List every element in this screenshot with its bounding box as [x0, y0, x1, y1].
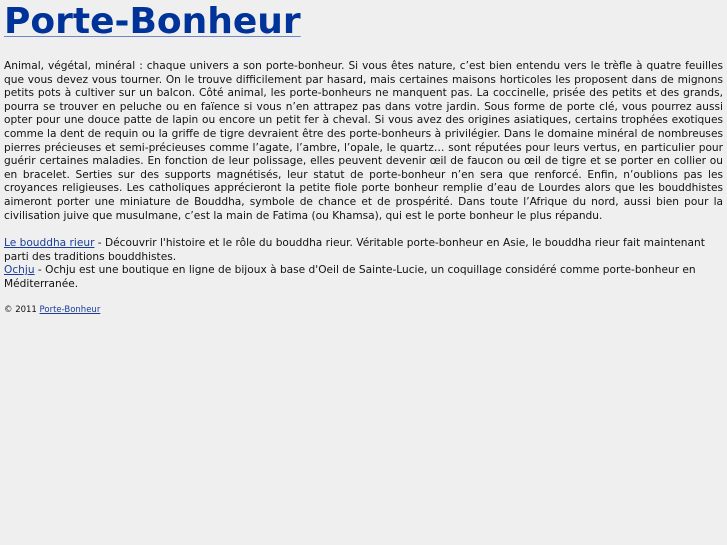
page-title	[4, 0, 723, 44]
related-link-item	[4, 237, 723, 264]
bouddha-rieur-description: - Découvrir l'histoire et le rôle du bouddha rieur. Véritable porte-bonheur en Asie, le bouddha rieur fait maintenant parti des traditions bouddhistes.	[4, 237, 705, 263]
site-title-link[interactable]: Porte-Bonheur	[4, 1, 301, 42]
related-links	[4, 237, 723, 291]
footer	[4, 304, 723, 316]
bouddha-rieur-link[interactable]: Le bouddha rieur	[4, 237, 95, 250]
copyright-text: © 2011	[4, 304, 40, 315]
intro-paragraph: Animal, végétal, minéral : chaque univers a son porte-bonheur. Si vous êtes nature, c’est bien entendu vers le trèfle à quatre feuilles que vous devez vous tourner. On le trouve difficilement par hasard, mais certaines maisons horticoles les proposent dans de mignons petits pots à cultiver sur un balcon. Côté animal, les porte-bonheurs ne manquent pas. La coccinelle, prisée des petits et des grands, pourra se trouver en peluche ou en faïence si vous n’en attrapez pas dans votre jardin. Sous forme de porte clé, vous pourrez aussi opter pour une douce patte de lapin ou encore un petit fer à cheval. Si vous avez des origines asiatiques, certains trophées exotiques comme la dent de requin ou la griffe de tigre devraient être des porte-bonheurs à privilégier. Dans le domaine minéral de nombreuses pierres précieuses et semi-précieuses comme l’agate, l’ambre, l’opale, le quartz… sont réputées pour leurs vertus, en particulier pour guérir certaines maladies. En fonction de leur polissage, elles peuvent devenir œil de faucon ou œil de tigre et se porter en collier ou en bracelet. Serties sur des supports magnétisés, leur statut de porte-bonheur n’en sera que renforcé. Enfin, n’oublions pas les croyances religieuses. Les catholiques apprécieront la petite fiole porte bonheur remplie d’eau de Lourdes alors que les bouddhistes aimeront porter une miniature de Bouddha, symbole de chance et de prospérité. Dans toute l’Afrique du nord, aussi bien pour la civilisation juive que musulmane, c’est la main de Fatima (ou Khamsa), qui est le porte bonheur le plus répandu.	[4, 60, 723, 222]
related-link-item	[4, 264, 723, 291]
footer-home-link[interactable]: Porte-Bonheur	[39, 304, 101, 315]
ochju-description: - Ochju est une boutique en ligne de bijoux à base d'Oeil de Sainte-Lucie, un coquillage considéré comme porte-bonheur en Méditerranée.	[4, 264, 696, 290]
ochju-link[interactable]: Ochju	[4, 264, 35, 277]
